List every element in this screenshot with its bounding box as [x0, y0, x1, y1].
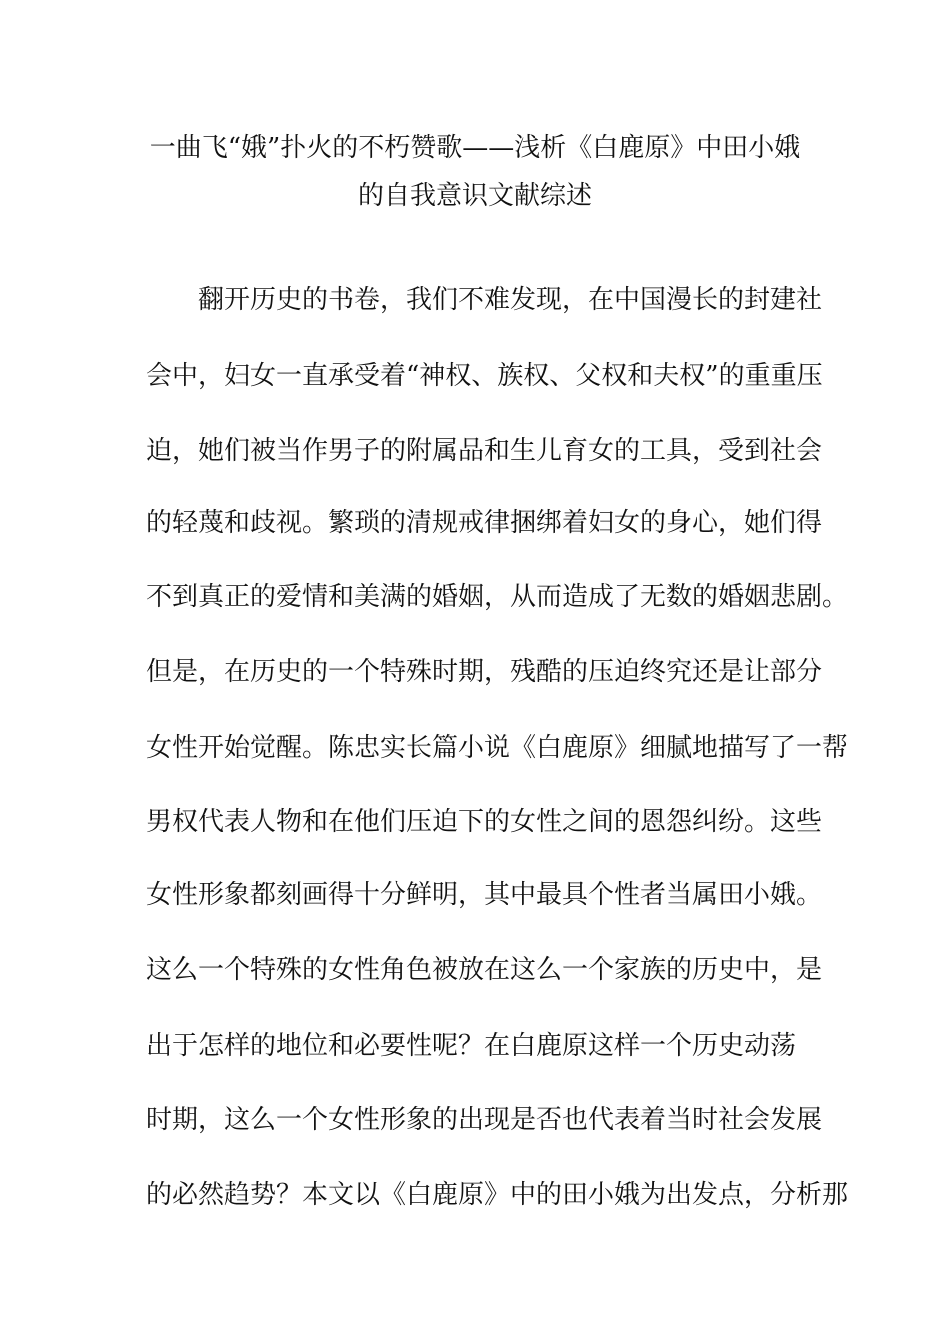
body-line-13: 的必然趋势？本文以《白鹿原》中的田小娥为出发点，分析那: [146, 1180, 849, 1210]
body-line-10: 这么一个特殊的女性角色被放在这么一个家族的历史中，是: [146, 955, 823, 985]
body-line-4: 的轻蔑和歧视。繁琐的清规戒律捆绑着妇女的身心，她们得: [146, 508, 823, 538]
body-line-8: 男权代表人物和在他们压迫下的女性之间的恩怨纠纷。这些: [146, 807, 823, 837]
body-line-12: 时期，这么一个女性形象的出现是否也代表着当时社会发展: [146, 1105, 823, 1135]
body-line-6: 但是，在历史的一个特殊时期，残酷的压迫终究还是让部分: [146, 657, 823, 687]
document-title-line-2: 的自我意识文献综述: [357, 181, 592, 211]
body-line-11: 出于怎样的地位和必要性呢？在白鹿原这样一个历史动荡: [146, 1031, 797, 1061]
body-line-9: 女性形象都刻画得十分鲜明，其中最具个性者当属田小娥。: [146, 880, 823, 910]
body-line-2: 会中，妇女一直承受着“神权、族权、父权和夫权”的重重压: [146, 361, 823, 391]
body-line-3: 迫，她们被当作男子的附属品和生儿育女的工具，受到社会: [146, 436, 823, 466]
body-line-7: 女性开始觉醒。陈忠实长篇小说《白鹿原》细腻地描写了一帮: [146, 733, 849, 763]
body-line-1: 翻开历史的书卷，我们不难发现，在中国漫长的封建社: [198, 285, 823, 315]
document-title-line-1: 一曲飞“娥”扑火的不朽赞歌——浅析《白鹿原》中田小娥: [149, 133, 801, 163]
body-line-5: 不到真正的爱情和美满的婚姻，从而造成了无数的婚姻悲剧。: [146, 582, 849, 612]
